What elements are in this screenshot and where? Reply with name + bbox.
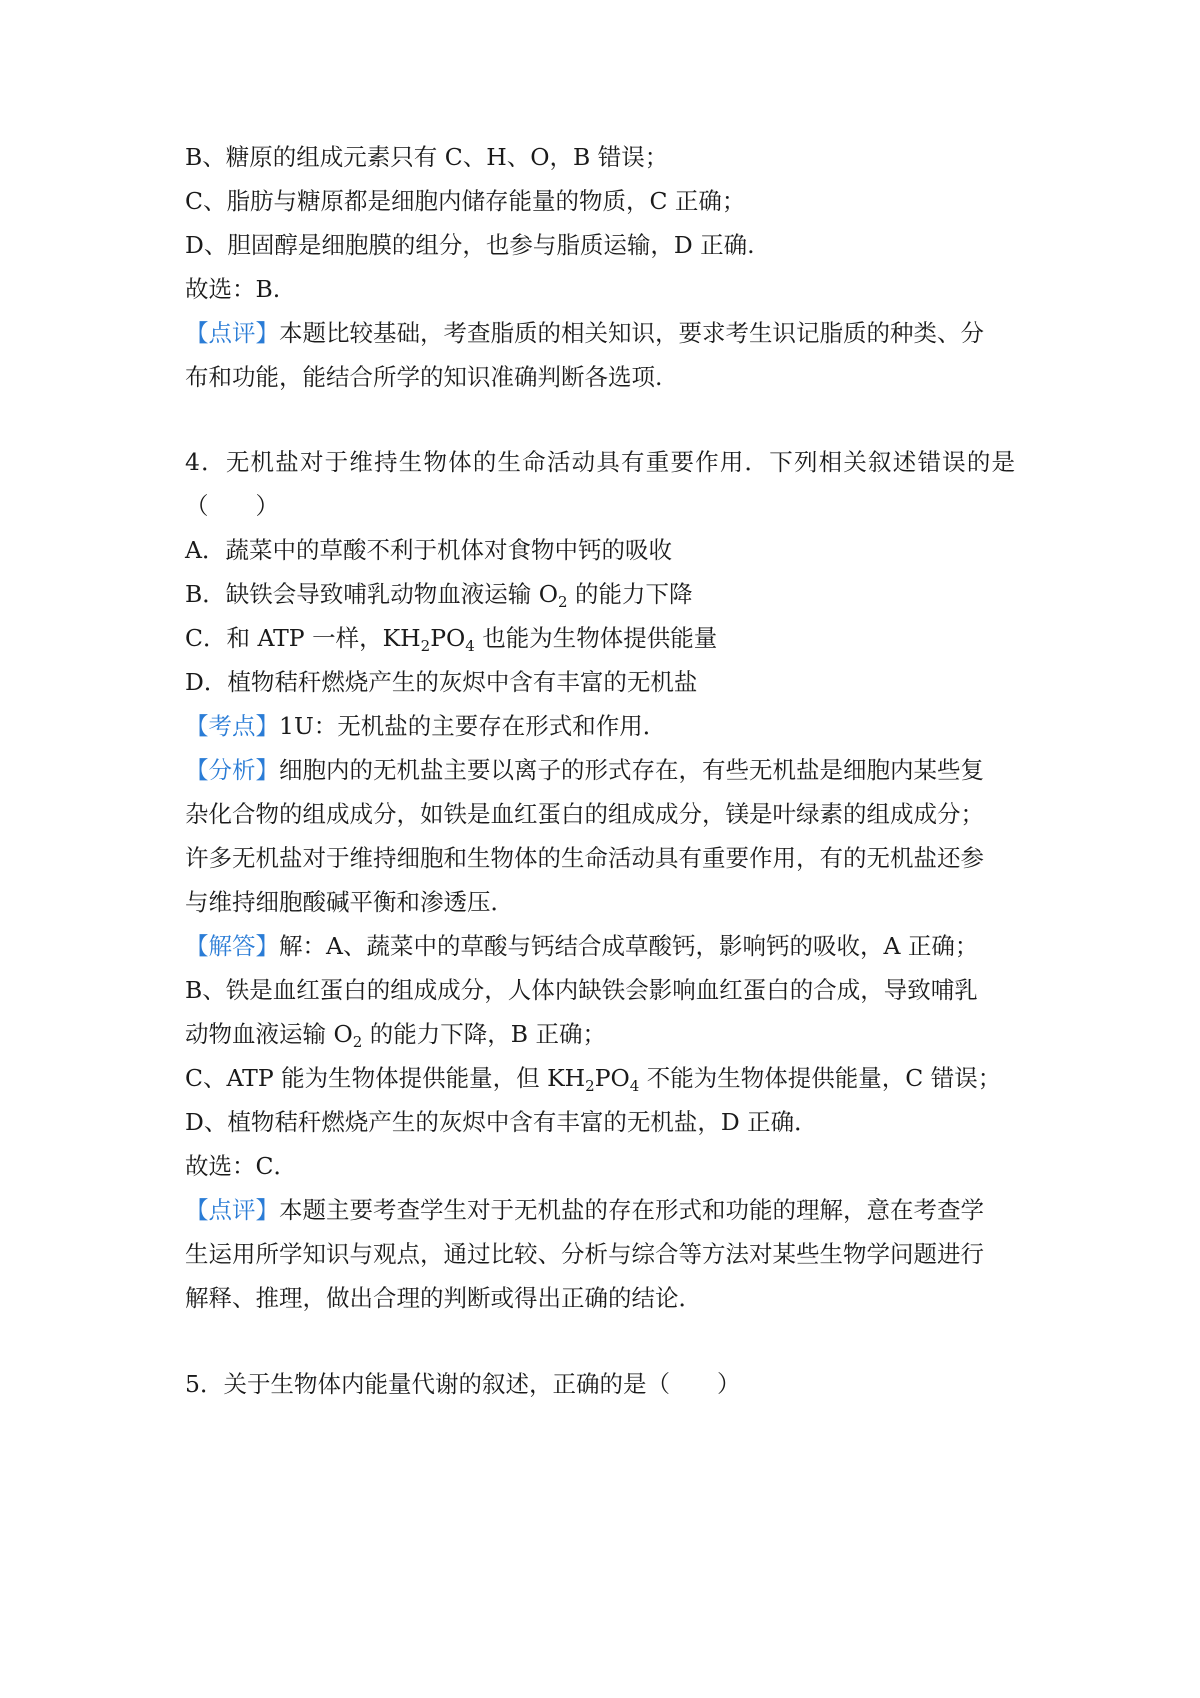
q4-review-cont: 解释、推理，做出合理的判断或得出正确的结论． bbox=[185, 1284, 702, 1312]
subscript: 2 bbox=[558, 593, 568, 611]
q4-option-a: A．蔬菜中的草酸不利于机体对食物中钙的吸收 bbox=[185, 536, 672, 564]
q4-answer: 故选：C． bbox=[185, 1152, 297, 1180]
subscript: 4 bbox=[629, 1077, 640, 1095]
jieda-tag: 【解答】 bbox=[185, 932, 279, 960]
q4-stem-paren: （ ） bbox=[185, 492, 279, 520]
q4-option-b bbox=[185, 578, 1040, 610]
review-text: 本题主要考查学生对于无机盐的存在形式和功能的理解，意在考查学 bbox=[279, 1196, 984, 1224]
q4-jieda-cont bbox=[185, 1018, 1040, 1050]
jieda-text-mid: PO bbox=[594, 1064, 630, 1092]
prev-review-cont: 布和功能，能结合所学的知识准确判断各选项. bbox=[185, 363, 663, 391]
subscript: 2 bbox=[420, 637, 431, 655]
q5-stem: 5．关于生物体内能量代谢的叙述，正确的是（ ） bbox=[185, 1370, 741, 1398]
prev-option-d: D、胆固醇是细胞膜的组分，也参与脂质运输，D 正确. bbox=[185, 231, 755, 259]
subscript: 2 bbox=[585, 1077, 595, 1095]
q4-fenxi-cont: 与维持细胞酸碱平衡和渗透压． bbox=[185, 888, 514, 916]
q4-jieda-cont: D、植物秸秆燃烧产生的灰烬中含有丰富的无机盐，D 正确． bbox=[185, 1108, 818, 1136]
jieda-text: 动物血液运输 O bbox=[185, 1020, 353, 1048]
q4-option-d: D．植物秸秆燃烧产生的灰烬中含有丰富的无机盐 bbox=[185, 668, 698, 696]
subscript: 4 bbox=[465, 637, 475, 655]
q4-fenxi-cont: 杂化合物的组成成分，如铁是血红蛋白的组成成分，镁是叶绿素的组成成分； bbox=[185, 800, 984, 828]
kaodian-text: 1U：无机盐的主要存在形式和作用． bbox=[279, 712, 667, 740]
q4-kaodian bbox=[185, 710, 1040, 742]
jieda-text: 解：A、蔬菜中的草酸与钙结合成草酸钙，影响钙的吸收，A 正确； bbox=[279, 932, 979, 960]
prev-option-c: C、脂肪与糖原都是细胞内储存能量的物质，C 正确； bbox=[185, 187, 746, 215]
jieda-text: C、ATP 能为生物体提供能量，但 KH bbox=[185, 1064, 586, 1092]
q4-review-cont: 生运用所学知识与观点，通过比较、分析与综合等方法对某些生物学问题进行 bbox=[185, 1240, 984, 1268]
prev-answer: 故选：B. bbox=[185, 275, 281, 303]
fenxi-text: 细胞内的无机盐主要以离子的形式存在，有些无机盐是细胞内某些复 bbox=[279, 756, 984, 784]
q4-fenxi bbox=[185, 754, 1040, 786]
review-text: 本题比较基础，考查脂质的相关知识，要求考生识记脂质的种类、分 bbox=[279, 319, 984, 347]
q4-option-c-mid: PO bbox=[430, 624, 466, 652]
kaodian-tag: 【考点】 bbox=[185, 712, 279, 740]
q4-stem: 4．无机盐对于维持生物体的生命活动具有重要作用．下列相关叙述错误的是 bbox=[185, 448, 1017, 476]
q4-option-b-text: B．缺铁会导致哺乳动物血液运输 O bbox=[185, 580, 559, 608]
q4-option-c-text: C．和 ATP 一样，KH bbox=[185, 624, 421, 652]
fenxi-tag: 【分析】 bbox=[185, 756, 279, 784]
review-tag: 【点评】 bbox=[185, 1196, 279, 1224]
prev-option-b: B、糖原的组成元素只有 C、H、O，B 错误； bbox=[185, 143, 669, 171]
q4-option-b-text-end: 的能力下降 bbox=[567, 580, 693, 608]
prev-review bbox=[185, 317, 1040, 349]
jieda-text-end: 的能力下降，B 正确； bbox=[362, 1020, 607, 1048]
q4-review bbox=[185, 1194, 1040, 1226]
q4-jieda-cont bbox=[185, 1062, 1040, 1094]
review-tag: 【点评】 bbox=[185, 319, 279, 347]
q4-fenxi-cont: 许多无机盐对于维持细胞和生物体的生命活动具有重要作用，有的无机盐还参 bbox=[185, 844, 984, 872]
q4-option-c-text-end: 也能为生物体提供能量 bbox=[474, 624, 718, 652]
q4-option-c bbox=[185, 622, 1040, 654]
q4-jieda bbox=[185, 930, 1040, 962]
jieda-text-end: 不能为生物体提供能量，C 错误； bbox=[639, 1064, 1002, 1092]
subscript: 2 bbox=[352, 1033, 363, 1051]
q4-jieda-cont: B、铁是血红蛋白的组成成分，人体内缺铁会影响血红蛋白的合成，导致哺乳 bbox=[185, 976, 978, 1004]
